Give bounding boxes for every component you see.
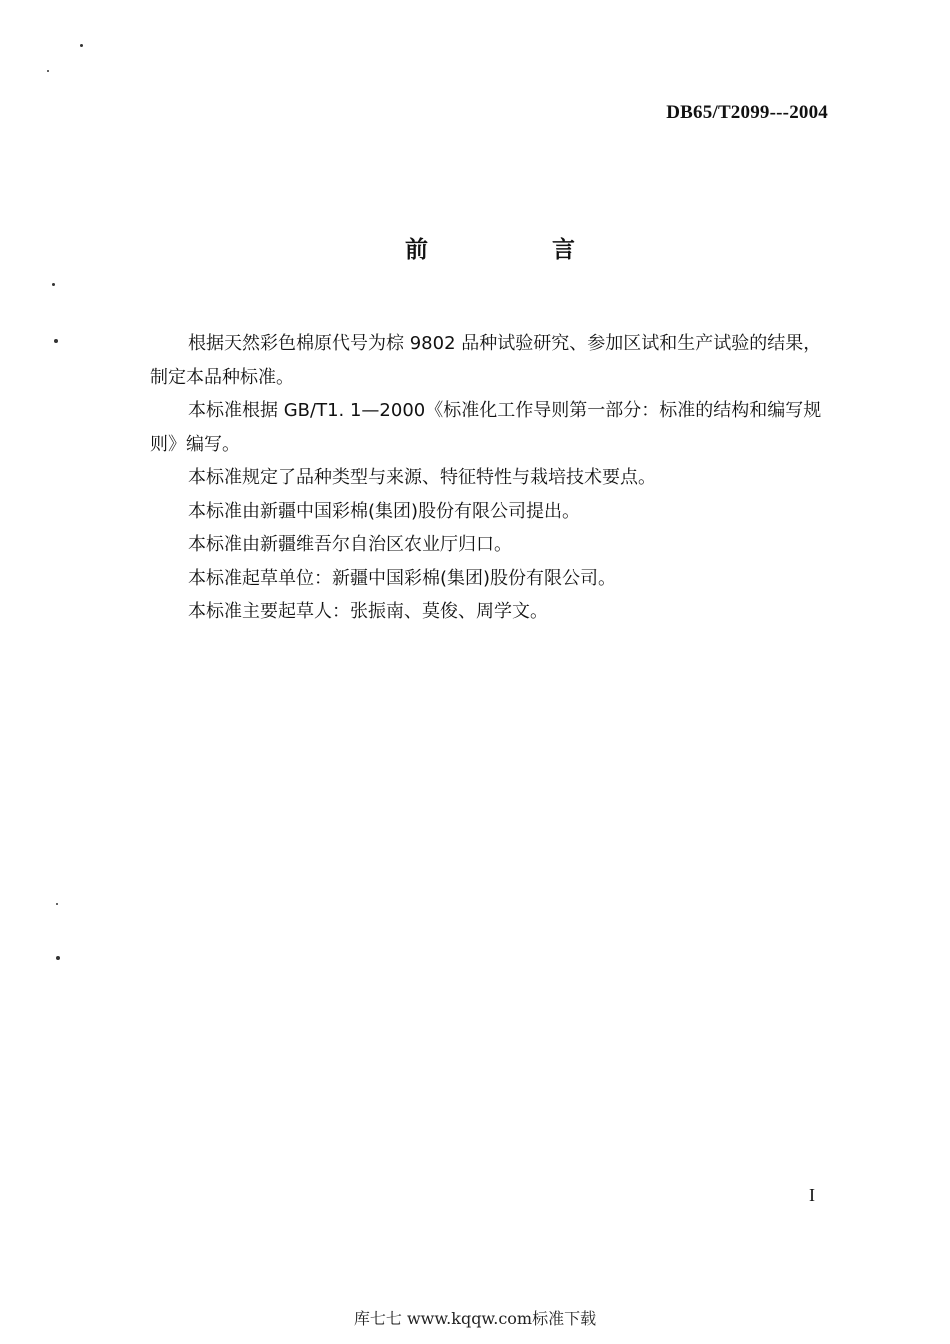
paragraph: 本标准规定了品种类型与来源、特征特性与栽培技术要点。 (188, 467, 656, 488)
scan-speck (54, 339, 58, 343)
scan-speck (56, 903, 58, 905)
document-code: DB65/T2099---2004 (666, 102, 828, 123)
paragraph: 本标准由新疆维吾尔自治区农业厅归口。 (188, 534, 512, 555)
page-title (405, 231, 575, 264)
scan-speck (52, 283, 55, 286)
foreword-body (150, 327, 830, 629)
paragraph: 本标准起草单位：新疆中国彩棉(集团)股份有限公司。 (188, 567, 617, 589)
title-part-1: 前 (405, 237, 428, 263)
paragraph: 本标准由新疆中国彩棉(集团)股份有限公司提出。 (188, 500, 581, 522)
paragraph: 根据天然彩色棉原代号为棕 9802 品种试验研究、参加区试和生产试验的结果，制定本品种标准。 (150, 333, 822, 388)
scan-speck (80, 44, 83, 47)
page-number: I (809, 1185, 815, 1205)
title-part-2: 言 (552, 237, 575, 263)
paragraph: 本标准根据 GB/T1. 1—2000《标准化工作导则第一部分：标准的结构和编写规则》编写。 (150, 400, 822, 455)
paragraph: 本标准主要起草人：张振南、莫俊、周学文。 (188, 601, 548, 622)
footer-watermark: 库七七 www.kqqw.com标准下载 (353, 1309, 597, 1328)
scan-speck (47, 70, 49, 72)
scan-speck (56, 956, 60, 960)
